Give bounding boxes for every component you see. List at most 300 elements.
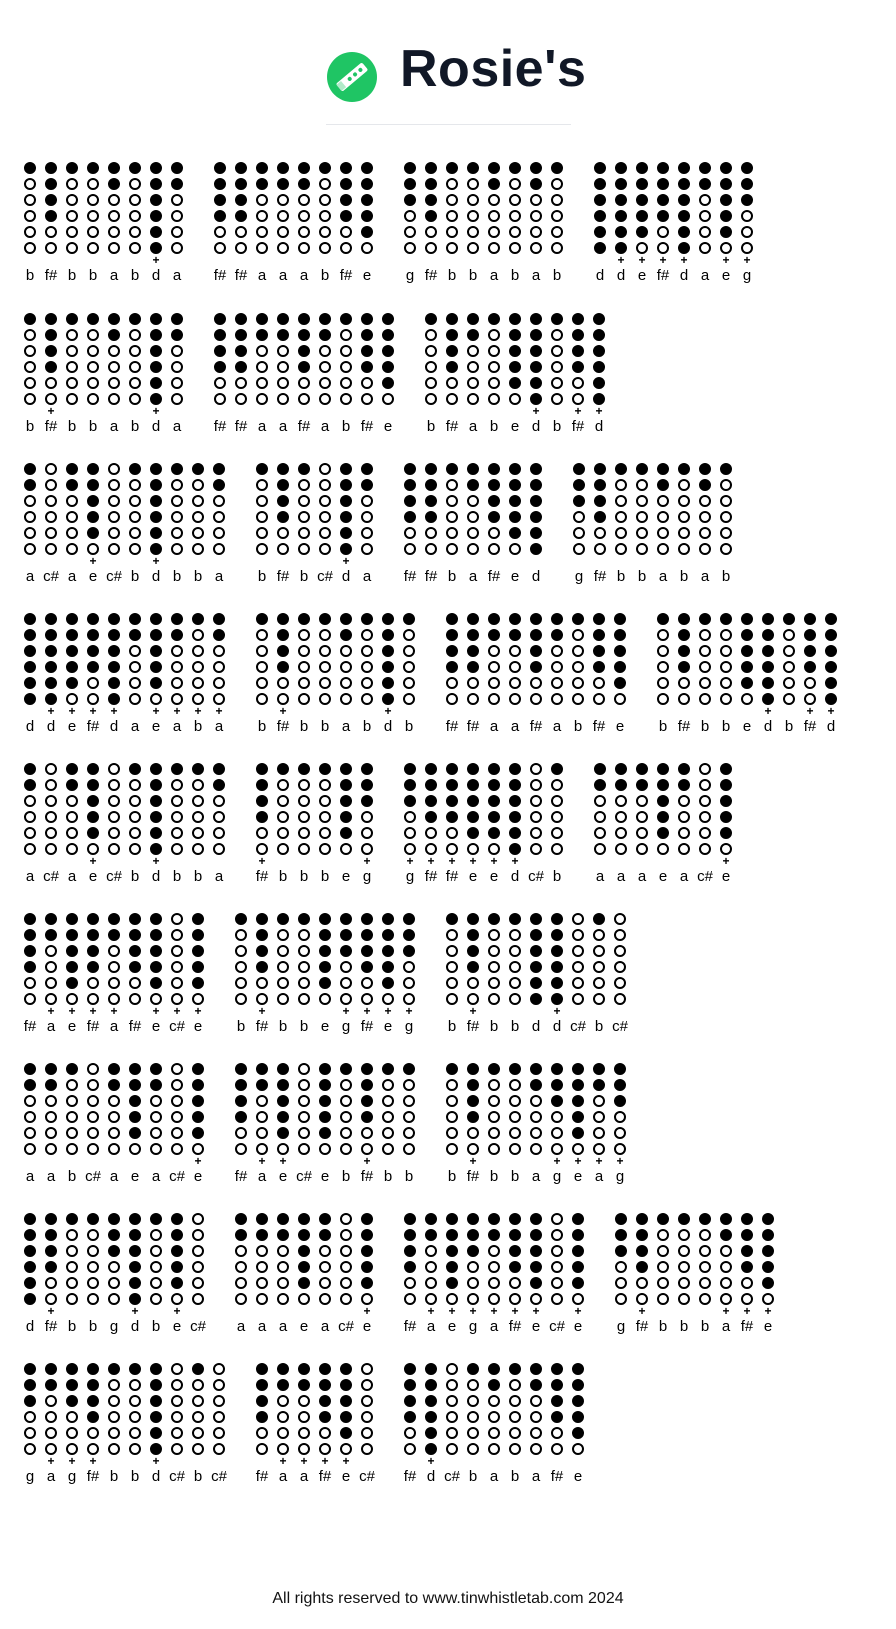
hole-open — [45, 479, 57, 491]
note-label: b — [679, 1318, 689, 1335]
hole-closed — [340, 779, 352, 791]
hole-closed — [446, 361, 458, 373]
hole-closed — [192, 961, 204, 973]
hole-open — [24, 226, 36, 238]
hole-open — [87, 1277, 99, 1289]
hole-closed — [762, 1277, 774, 1289]
hole-closed — [235, 210, 247, 222]
hole-closed — [87, 795, 99, 807]
hole-closed — [530, 913, 542, 925]
note-label: a — [109, 267, 119, 284]
hole-closed — [214, 178, 226, 190]
hole-open — [277, 827, 289, 839]
hole-open — [171, 345, 183, 357]
hole-closed — [340, 162, 352, 174]
octave-plus-mark: + — [363, 1154, 371, 1168]
hole-open — [446, 1379, 458, 1391]
hole-open — [509, 1127, 521, 1139]
hole-open — [720, 511, 732, 523]
hole-closed — [467, 795, 479, 807]
hole-closed — [150, 377, 162, 389]
hole-closed — [551, 961, 563, 973]
octave-plus-mark: + — [469, 1154, 477, 1168]
hole-closed — [24, 313, 36, 325]
hole-open — [425, 527, 437, 539]
hole-closed — [24, 779, 36, 791]
note-label: f# — [445, 718, 459, 735]
hole-open — [319, 511, 331, 523]
hole-open — [66, 393, 78, 405]
hole-closed — [214, 329, 226, 341]
hole-closed — [45, 1063, 57, 1075]
octave-plus-mark: + — [152, 404, 160, 418]
hole-open — [594, 827, 606, 839]
octave-plus-mark: + — [258, 854, 266, 868]
hole-open — [45, 463, 57, 475]
hole-open — [319, 242, 331, 254]
hole-open — [488, 543, 500, 555]
hole-closed — [446, 661, 458, 673]
hole-open — [108, 763, 120, 775]
hole-closed — [530, 178, 542, 190]
note-label: b — [447, 267, 457, 284]
octave-plus-mark: + — [258, 1154, 266, 1168]
hole-open — [530, 1395, 542, 1407]
hole-closed — [382, 977, 394, 989]
hole-closed — [425, 495, 437, 507]
note-label: a — [489, 267, 499, 284]
octave-plus-mark: + — [427, 1304, 435, 1318]
octave-plus-mark: + — [743, 1304, 751, 1318]
note-label: a — [172, 718, 182, 735]
octave-plus-mark: + — [638, 253, 646, 267]
hole-closed — [446, 1277, 458, 1289]
hole-open — [66, 527, 78, 539]
hole-closed — [614, 677, 626, 689]
hole-closed — [593, 1079, 605, 1091]
hole-closed — [467, 1245, 479, 1257]
note-label: b — [573, 718, 583, 735]
hole-open — [551, 843, 563, 855]
hole-open — [87, 1063, 99, 1075]
note-label: d — [763, 718, 773, 735]
note-label: f# — [234, 1168, 248, 1185]
hole-open — [256, 693, 268, 705]
hole-closed — [171, 1277, 183, 1289]
note-label: b — [426, 418, 436, 435]
note-label: a — [679, 868, 689, 885]
note-label: a — [700, 568, 710, 585]
note-label: a — [278, 418, 288, 435]
hole-open — [741, 693, 753, 705]
note-label: e — [742, 718, 752, 735]
hole-closed — [150, 763, 162, 775]
hole-closed — [24, 1245, 36, 1257]
hole-open — [129, 543, 141, 555]
hole-closed — [636, 162, 648, 174]
hole-open — [467, 361, 479, 373]
hole-closed — [213, 463, 225, 475]
note-label: c# — [528, 868, 544, 885]
hole-closed — [446, 763, 458, 775]
note-label: a — [278, 1468, 288, 1485]
hole-open — [361, 1427, 373, 1439]
hole-closed — [129, 1127, 141, 1139]
hole-open — [530, 795, 542, 807]
hole-open — [425, 329, 437, 341]
hole-open — [614, 929, 626, 941]
hole-open — [87, 329, 99, 341]
hole-closed — [657, 210, 669, 222]
hole-closed — [467, 661, 479, 673]
hole-open — [213, 677, 225, 689]
octave-plus-mark: + — [511, 854, 519, 868]
note-label: a — [257, 1168, 267, 1185]
hole-open — [530, 693, 542, 705]
note-label: d — [109, 718, 119, 735]
hole-closed — [24, 479, 36, 491]
hole-closed — [530, 495, 542, 507]
hole-open — [213, 811, 225, 823]
hole-closed — [256, 1079, 268, 1091]
note-label: e — [172, 1318, 182, 1335]
hole-open — [192, 1395, 204, 1407]
hole-open — [530, 1411, 542, 1423]
hole-closed — [741, 677, 753, 689]
hole-open — [129, 1427, 141, 1439]
note-label: b — [193, 1468, 203, 1485]
hole-open — [45, 961, 57, 973]
hole-closed — [150, 945, 162, 957]
hole-closed — [404, 779, 416, 791]
hole-open — [256, 543, 268, 555]
hole-open — [129, 993, 141, 1005]
hole-open — [340, 1143, 352, 1155]
hole-closed — [762, 613, 774, 625]
hole-open — [192, 543, 204, 555]
hole-open — [298, 779, 310, 791]
hole-closed — [636, 779, 648, 791]
hole-closed — [150, 1395, 162, 1407]
hole-closed — [361, 329, 373, 341]
hole-closed — [256, 945, 268, 957]
hole-open — [213, 1379, 225, 1391]
hole-open — [657, 1293, 669, 1305]
hole-open — [298, 543, 310, 555]
hole-closed — [129, 629, 141, 641]
hole-closed — [129, 1363, 141, 1375]
note-label: a — [257, 267, 267, 284]
note-label: f# — [677, 718, 691, 735]
note-label: d — [531, 418, 541, 435]
hole-closed — [551, 1395, 563, 1407]
hole-closed — [825, 661, 837, 673]
note-label: e — [468, 868, 478, 885]
hole-closed — [509, 527, 521, 539]
hole-open — [509, 543, 521, 555]
hole-open — [24, 543, 36, 555]
hole-closed — [87, 1363, 99, 1375]
hole-closed — [192, 1063, 204, 1075]
note-label: c# — [169, 1018, 185, 1035]
hole-open — [551, 1127, 563, 1139]
hole-closed — [66, 763, 78, 775]
note-label: f# — [445, 418, 459, 435]
hole-open — [593, 961, 605, 973]
hole-open — [404, 1443, 416, 1455]
hole-open — [319, 1143, 331, 1155]
note-label: e — [299, 1318, 309, 1335]
hole-closed — [446, 613, 458, 625]
hole-open — [150, 1277, 162, 1289]
note-label: g — [742, 267, 752, 284]
hole-closed — [361, 1245, 373, 1257]
hole-closed — [235, 178, 247, 190]
hole-open — [361, 1363, 373, 1375]
hole-open — [509, 1379, 521, 1391]
octave-plus-mark: + — [574, 404, 582, 418]
hole-closed — [509, 495, 521, 507]
hole-closed — [594, 162, 606, 174]
octave-plus-mark: + — [616, 1154, 624, 1168]
hole-closed — [382, 629, 394, 641]
hole-closed — [530, 479, 542, 491]
hole-open — [446, 693, 458, 705]
hole-open — [129, 645, 141, 657]
note-label: b — [299, 868, 309, 885]
hole-closed — [319, 961, 331, 973]
hole-open — [298, 1143, 310, 1155]
hole-closed — [403, 1063, 415, 1075]
hole-open — [171, 1363, 183, 1375]
hole-open — [129, 1443, 141, 1455]
octave-plus-mark: + — [638, 1304, 646, 1318]
hole-open — [361, 1443, 373, 1455]
note-label: b — [383, 1168, 393, 1185]
hole-open — [551, 1427, 563, 1439]
hole-closed — [277, 629, 289, 641]
hole-closed — [382, 613, 394, 625]
hole-open — [594, 843, 606, 855]
note-label: g — [67, 1468, 77, 1485]
hole-closed — [319, 1411, 331, 1423]
hole-closed — [825, 645, 837, 657]
hole-open — [720, 645, 732, 657]
hole-open — [678, 827, 690, 839]
hole-open — [509, 929, 521, 941]
hole-open — [403, 977, 415, 989]
hole-open — [87, 1095, 99, 1107]
hole-closed — [572, 1427, 584, 1439]
hole-open — [213, 661, 225, 673]
hole-closed — [488, 811, 500, 823]
hole-closed — [361, 194, 373, 206]
hole-closed — [657, 827, 669, 839]
hole-open — [551, 393, 563, 405]
note-label: b — [172, 868, 182, 885]
note-label: e — [383, 418, 393, 435]
hole-closed — [66, 945, 78, 957]
hole-open — [87, 677, 99, 689]
hole-open — [614, 1111, 626, 1123]
hole-open — [404, 827, 416, 839]
hole-open — [235, 961, 247, 973]
hole-open — [45, 1395, 57, 1407]
hole-open — [509, 242, 521, 254]
hole-closed — [509, 1229, 521, 1241]
hole-closed — [256, 795, 268, 807]
hole-open — [594, 795, 606, 807]
hole-closed — [150, 210, 162, 222]
hole-open — [319, 811, 331, 823]
hole-closed — [45, 162, 57, 174]
hole-closed — [319, 329, 331, 341]
hole-open — [108, 511, 120, 523]
hole-closed — [804, 645, 816, 657]
hole-open — [277, 377, 289, 389]
note-label: d — [426, 1468, 436, 1485]
hole-open — [129, 811, 141, 823]
hole-open — [235, 377, 247, 389]
hole-open — [192, 1277, 204, 1289]
hole-open — [24, 977, 36, 989]
hole-open — [361, 811, 373, 823]
note-label: a — [278, 1318, 288, 1335]
hole-open — [783, 645, 795, 657]
hole-closed — [446, 313, 458, 325]
hole-open — [446, 377, 458, 389]
hole-closed — [256, 929, 268, 941]
hole-closed — [488, 779, 500, 791]
hole-closed — [150, 329, 162, 341]
hole-closed — [150, 1411, 162, 1423]
hole-closed — [720, 194, 732, 206]
hole-closed — [488, 1229, 500, 1241]
hole-closed — [678, 194, 690, 206]
hole-open — [319, 677, 331, 689]
hole-open — [425, 1277, 437, 1289]
octave-plus-mark: + — [406, 854, 414, 868]
hole-open — [235, 1127, 247, 1139]
hole-open — [171, 1079, 183, 1091]
note-label: g — [552, 1168, 562, 1185]
hole-closed — [572, 1063, 584, 1075]
hole-open — [277, 977, 289, 989]
hole-closed — [298, 763, 310, 775]
hole-open — [256, 1427, 268, 1439]
hole-closed — [213, 629, 225, 641]
hole-closed — [340, 313, 352, 325]
hole-closed — [66, 1063, 78, 1075]
hole-open — [171, 1427, 183, 1439]
hole-open — [256, 377, 268, 389]
hole-closed — [404, 463, 416, 475]
hole-closed — [150, 811, 162, 823]
octave-plus-mark: + — [131, 1304, 139, 1318]
hole-open — [340, 393, 352, 405]
hole-closed — [573, 463, 585, 475]
hole-open — [699, 693, 711, 705]
hole-closed — [657, 178, 669, 190]
hole-open — [572, 929, 584, 941]
hole-closed — [150, 194, 162, 206]
note-label: f# — [86, 718, 100, 735]
hole-open — [277, 1261, 289, 1273]
hole-open — [720, 629, 732, 641]
hole-open — [192, 795, 204, 807]
hole-closed — [24, 1063, 36, 1075]
hole-closed — [87, 527, 99, 539]
hole-closed — [593, 613, 605, 625]
octave-plus-mark: + — [47, 404, 55, 418]
hole-open — [192, 1427, 204, 1439]
note-label: b — [341, 418, 351, 435]
hole-closed — [699, 479, 711, 491]
hole-open — [171, 1411, 183, 1423]
hole-open — [593, 929, 605, 941]
hole-open — [509, 945, 521, 957]
hole-open — [340, 361, 352, 373]
hole-open — [277, 961, 289, 973]
hole-closed — [551, 929, 563, 941]
hole-open — [678, 1261, 690, 1273]
hole-closed — [509, 463, 521, 475]
hole-closed — [425, 1379, 437, 1391]
note-label: a — [46, 1018, 56, 1035]
hole-closed — [446, 345, 458, 357]
hole-open — [129, 479, 141, 491]
octave-plus-mark: + — [553, 1004, 561, 1018]
hole-open — [361, 977, 373, 989]
hole-open — [509, 1079, 521, 1091]
hole-closed — [678, 645, 690, 657]
hole-open — [530, 226, 542, 238]
hole-closed — [467, 1079, 479, 1091]
hole-open — [129, 779, 141, 791]
hole-closed — [298, 313, 310, 325]
hole-open — [298, 977, 310, 989]
octave-plus-mark: + — [827, 704, 835, 718]
hole-open — [488, 1143, 500, 1155]
hole-closed — [256, 763, 268, 775]
note-label: f# — [656, 267, 670, 284]
note-label: e — [637, 267, 647, 284]
hole-closed — [87, 1395, 99, 1407]
hole-closed — [319, 1095, 331, 1107]
hole-closed — [488, 479, 500, 491]
hole-closed — [340, 1427, 352, 1439]
hole-closed — [87, 945, 99, 957]
hole-open — [108, 811, 120, 823]
hole-closed — [762, 645, 774, 657]
hole-open — [66, 178, 78, 190]
octave-plus-mark: + — [258, 1004, 266, 1018]
hole-open — [488, 929, 500, 941]
hole-open — [488, 194, 500, 206]
hole-open — [446, 1427, 458, 1439]
hole-open — [298, 495, 310, 507]
hole-closed — [530, 993, 542, 1005]
hole-open — [678, 527, 690, 539]
hole-open — [488, 1245, 500, 1257]
note-label: a — [531, 1168, 541, 1185]
hole-closed — [467, 613, 479, 625]
hole-open — [467, 1427, 479, 1439]
note-label: a — [109, 1168, 119, 1185]
hole-open — [488, 1127, 500, 1139]
hole-closed — [214, 194, 226, 206]
hole-closed — [425, 162, 437, 174]
